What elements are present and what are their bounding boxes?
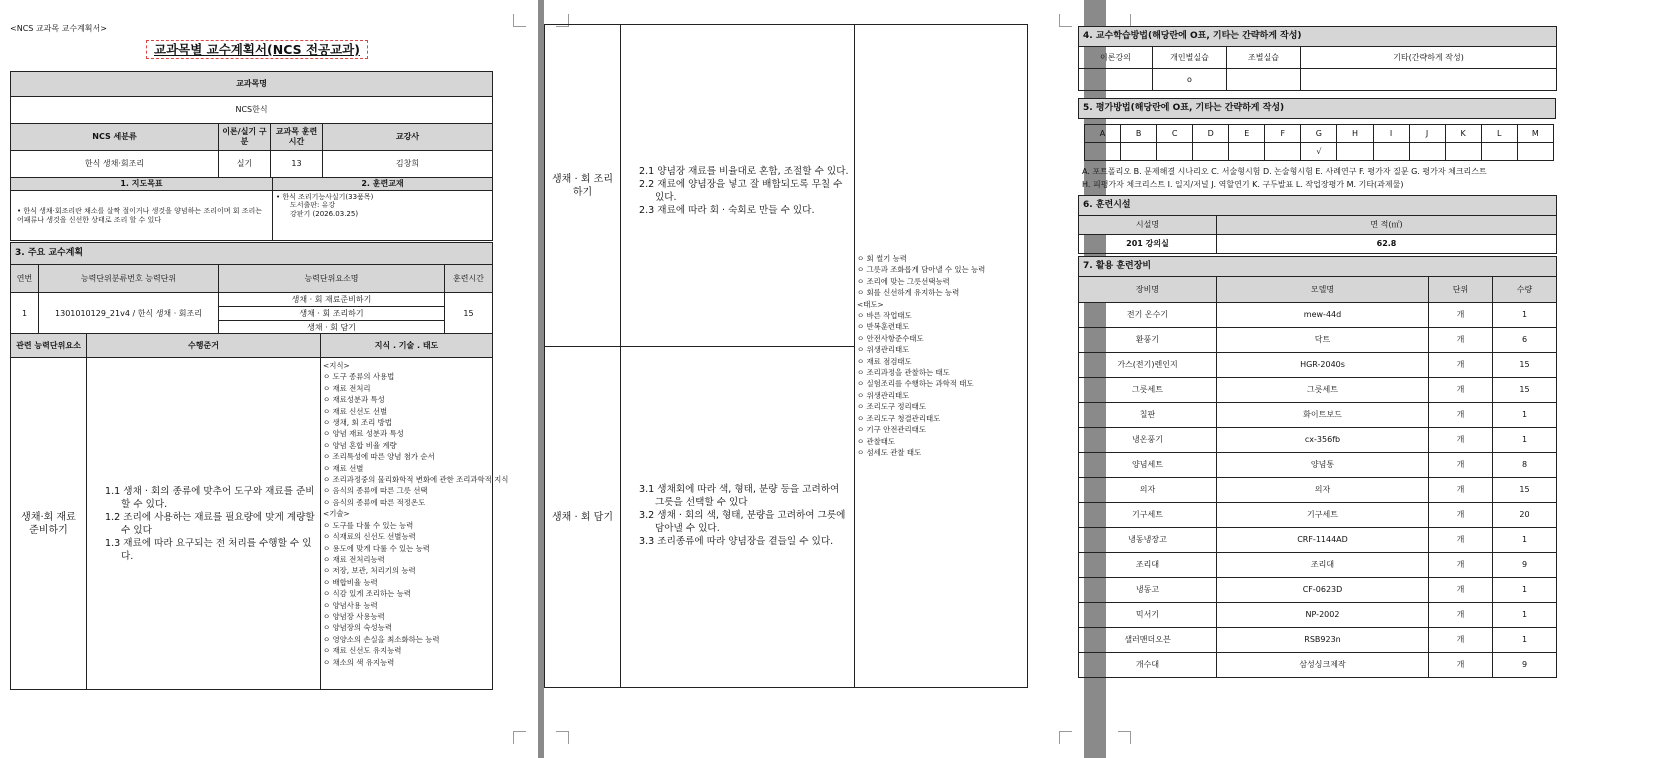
equipment-model: 화이트보드 <box>1217 403 1429 428</box>
equipment-name: 의자 <box>1079 478 1217 503</box>
equipment-header: 장비명 <box>1079 277 1217 303</box>
equipment-unit: 개 <box>1429 353 1493 378</box>
equipment-model: 기구세트 <box>1217 503 1429 528</box>
equipment-row <box>1079 603 1557 628</box>
textbook-line: • 한식 조리기능사실기(33품목) <box>276 193 374 201</box>
evaluation-letter: G <box>1301 125 1337 143</box>
equipment-row <box>1079 628 1557 653</box>
teaching-plan-table <box>10 242 493 335</box>
criteria-cell <box>621 25 855 347</box>
ksa-item: ㅇ 양념 재료 성분과 특성 <box>323 429 404 439</box>
equipment-qty: 1 <box>1493 603 1557 628</box>
equipment-unit: 개 <box>1429 528 1493 553</box>
ksa-list <box>323 360 509 668</box>
goal-title: 1. 지도목표 <box>11 178 273 191</box>
method-header: 조별실습 <box>1227 47 1301 69</box>
ksa-item: ㅇ 재료 점검태도 <box>857 356 912 366</box>
equipment-model: mew-44d <box>1217 303 1429 328</box>
equipment-name: 믹서기 <box>1079 603 1217 628</box>
evaluation-mark <box>1337 143 1373 161</box>
equipment-qty: 1 <box>1493 628 1557 653</box>
ksa-list <box>857 253 1025 458</box>
course-name-value: NCS한식 <box>11 97 493 124</box>
page-corner-mark <box>556 731 569 744</box>
goal-textbook-table <box>10 177 493 241</box>
ksa-item: ㅇ 조리도구 청결관리태도 <box>857 413 941 423</box>
ksa-item: ㅇ 양념사용 능력 <box>323 600 378 610</box>
method-header: 기타(간략하게 작성) <box>1301 47 1557 69</box>
evaluation-table <box>1078 98 1556 119</box>
facility-header: 시설명 <box>1079 216 1217 235</box>
equipment-unit: 개 <box>1429 603 1493 628</box>
evaluation-letter: E <box>1229 125 1265 143</box>
equipment-unit: 개 <box>1429 653 1493 678</box>
textbook-line: 도서출판: 유강 <box>290 201 336 210</box>
ncs-header: NCS 세분류 <box>11 124 219 151</box>
equipment-name: 칠판 <box>1079 403 1217 428</box>
textbook-title: 2. 훈련교재 <box>273 178 493 191</box>
equipment-qty: 1 <box>1493 578 1557 603</box>
equipment-rows <box>1079 303 1557 678</box>
criteria-item: 1.1 생채 · 회의 종류에 맞추어 도구와 재료를 준비할 수 있다. <box>105 485 315 510</box>
equipment-qty: 9 <box>1493 553 1557 578</box>
method-value <box>1079 69 1153 91</box>
evaluation-mark <box>1085 143 1121 161</box>
element-name: 생채·회 재료 준비하기 <box>11 358 87 690</box>
equipment-name: 전기 온수기 <box>1079 303 1217 328</box>
equipment-title: 7. 활용 훈련장비 <box>1079 257 1557 277</box>
equipment-model: 삼성싱크제작 <box>1217 653 1429 678</box>
equipment-unit: 개 <box>1429 328 1493 353</box>
ksa-item: ㅇ 도구를 다룰 수 있는 능력 <box>323 520 414 530</box>
ksa-item: ㅇ 그릇과 조화롭게 담아낼 수 있는 능력 <box>857 265 986 275</box>
method-header: 개인별실습 <box>1153 47 1227 69</box>
evaluation-mark <box>1193 143 1229 161</box>
equipment-row <box>1079 578 1557 603</box>
ksa-item: ㅇ 위생관리태도 <box>857 345 910 355</box>
equipment-model: 그릇세트 <box>1217 378 1429 403</box>
equipment-qty: 9 <box>1493 653 1557 678</box>
ksa-cell <box>855 25 1028 688</box>
ksa-item: ㅇ 재료성분과 특성 <box>323 395 385 405</box>
evaluation-letter: L <box>1481 125 1517 143</box>
evaluation-letters-row <box>1085 125 1554 143</box>
equipment-name: 냉동냉장고 <box>1079 528 1217 553</box>
equipment-model: 조리대 <box>1217 553 1429 578</box>
page-corner-mark <box>1059 14 1072 27</box>
evaluation-letter: I <box>1373 125 1409 143</box>
method-value <box>1227 69 1301 91</box>
equipment-qty: 15 <box>1493 378 1557 403</box>
criteria-item: 1.3 재료에 따라 요구되는 전 처리를 수행할 수 있다. <box>105 537 312 562</box>
instructor-header: 교강사 <box>323 124 493 151</box>
plan-hours: 15 <box>445 293 493 335</box>
doc-title: 교과목별 교수계획서(NCS 전공교과) <box>146 40 368 59</box>
equipment-row <box>1079 553 1557 578</box>
ksa-item: ㅇ 영양소의 손실을 최소화하는 능력 <box>323 634 440 644</box>
evaluation-mark: √ <box>1301 143 1337 161</box>
criteria-header: 수행준거 <box>87 334 321 358</box>
hours-value: 13 <box>271 151 323 178</box>
evaluation-letter: A <box>1085 125 1121 143</box>
ksa-item: ㅇ 기구 안전관리태도 <box>857 425 926 435</box>
equipment-row <box>1079 453 1557 478</box>
plan-element-item: 생채 · 회 담기 <box>307 323 356 332</box>
equipment-name: 조리대 <box>1079 553 1217 578</box>
document-page-2 <box>544 0 1084 758</box>
evaluation-legend <box>1082 166 1487 191</box>
ksa-header: 지식 . 기술 . 태도 <box>321 334 493 358</box>
ksa-item: ㅇ 위생관리태도 <box>857 390 910 400</box>
equipment-row <box>1079 528 1557 553</box>
type-header: 이론/실기 구분 <box>219 124 271 151</box>
ksa-item: ㅇ 양념장 사용능력 <box>323 611 385 621</box>
equipment-header: 수량 <box>1493 277 1557 303</box>
equipment-model: NP-2002 <box>1217 603 1429 628</box>
equipment-unit: 개 <box>1429 478 1493 503</box>
equipment-name: 냉온풍기 <box>1079 428 1217 453</box>
criteria-cell <box>621 347 855 688</box>
criteria-item: 2.3 재료에 따라 회 · 숙회로 만들 수 있다. <box>639 205 815 216</box>
equipment-unit: 개 <box>1429 553 1493 578</box>
ksa-item: ㅇ 조리도구 정리태도 <box>857 402 926 412</box>
plan-unit-header: 능력단위분류번호 능력단위 <box>39 265 219 293</box>
criteria-item: 3.1 생채회에 따라 색, 형태, 분량 등을 고려하여 그릇을 선택할 수 있다 <box>639 484 840 508</box>
ksa-item: ㅇ 관찰태도 <box>857 436 896 446</box>
criteria-table-continued <box>544 24 1028 688</box>
equipment-model: HGR-2040s <box>1217 353 1429 378</box>
goal-text: • 한식 생채·회조리란 채소를 살짝 절이거나 생것을 양념하는 조리이며 회 조리는 어패류나 생것을 신선한 상태로 조리 할 수 있다 <box>11 191 273 241</box>
equipment-name: 샐러맨더오븐 <box>1079 628 1217 653</box>
criteria-table <box>10 333 509 690</box>
ksa-item: ㅇ 회를 신선하게 유지하는 능력 <box>857 288 960 298</box>
page-corner-mark <box>1118 731 1131 744</box>
ksa-item: ㅇ 섬세도 관찰 태도 <box>857 447 922 457</box>
criteria-item: 2.1 양념장 재료를 비율대로 혼합, 조절할 수 있다. <box>639 166 849 177</box>
equipment-table <box>1078 256 1557 678</box>
evaluation-mark <box>1121 143 1157 161</box>
ksa-item: ㅇ 조리과정을 관찰하는 태도 <box>857 368 950 378</box>
ksa-item: <태도> <box>857 299 884 309</box>
equipment-qty: 1 <box>1493 303 1557 328</box>
plan-no: 1 <box>11 293 39 335</box>
ksa-item: ㅇ 양념장의 숙성능력 <box>323 623 392 633</box>
ksa-item: ㅇ 안전사항준수태도 <box>857 333 924 343</box>
equipment-unit: 개 <box>1429 578 1493 603</box>
evaluation-letter: F <box>1265 125 1301 143</box>
facility-area: 62.8 <box>1217 235 1557 254</box>
facility-table <box>1078 195 1557 254</box>
equipment-name: 그릇세트 <box>1079 378 1217 403</box>
ksa-item: ㅇ 배합비율 능력 <box>323 577 378 587</box>
equipment-row <box>1079 303 1557 328</box>
evaluation-letter: K <box>1445 125 1481 143</box>
page-corner-mark <box>1059 731 1072 744</box>
element-name: 생채 · 회 담기 <box>545 347 621 688</box>
course-info-table <box>10 71 493 178</box>
evaluation-marks-row <box>1085 143 1554 161</box>
evaluation-letter: D <box>1193 125 1229 143</box>
equipment-name: 가스(전기)렌인지 <box>1079 353 1217 378</box>
facility-title: 6. 훈련시설 <box>1079 196 1557 216</box>
ksa-item: ㅇ 재료 신선도 유지능력 <box>323 646 402 656</box>
equipment-model: 의자 <box>1217 478 1429 503</box>
method-header: 이론강의 <box>1079 47 1153 69</box>
evaluation-mark <box>1265 143 1301 161</box>
equipment-qty: 20 <box>1493 503 1557 528</box>
evaluation-title: 5. 평가방법(해당란에 O표, 기타는 간략하게 작성) <box>1079 99 1556 119</box>
ksa-cell <box>321 358 509 690</box>
ksa-item: ㅇ 음식의 종류에 따른 적정온도 <box>323 497 426 507</box>
ksa-item: ㅇ 회 썰기 능력 <box>857 254 907 263</box>
equipment-row <box>1079 653 1557 678</box>
equipment-unit: 개 <box>1429 628 1493 653</box>
equipment-row <box>1079 328 1557 353</box>
course-name-label: 교과목명 <box>11 72 493 97</box>
criteria-item: 1.2 조리에 사용하는 재료를 필요량에 맞게 계량할 수 있다 <box>105 511 315 536</box>
criteria-cell <box>87 358 321 690</box>
evaluation-letter: B <box>1121 125 1157 143</box>
evaluation-mark <box>1157 143 1193 161</box>
equipment-model: 양념통 <box>1217 453 1429 478</box>
element-name: 생채 · 회 조리하기 <box>545 25 621 347</box>
equipment-header: 모델명 <box>1217 277 1429 303</box>
equipment-model: CF-0623D <box>1217 578 1429 603</box>
evaluation-legend-line: A. 포트폴리오 B. 문제해결 시나리오 C. 서술형시험 D. 논술형시험 E. 사례연구 F. 평가자 질문 G. 평가자 체크리스트 <box>1082 167 1487 176</box>
document-page-3 <box>1082 0 1658 758</box>
criteria-item: 3.3 조리종류에 따라 양념장을 곁들일 수 있다. <box>639 536 834 547</box>
equipment-header: 단위 <box>1429 277 1493 303</box>
evaluation-letter: C <box>1157 125 1193 143</box>
equipment-row <box>1079 403 1557 428</box>
equipment-qty: 8 <box>1493 453 1557 478</box>
equipment-qty: 1 <box>1493 428 1557 453</box>
method-title: 4. 교수학습방법(해당란에 O표, 기타는 간략하게 작성) <box>1079 27 1557 47</box>
evaluation-legend-line: H. 피평가자 체크리스트 I. 일지/저널 J. 역할연기 K. 구두발표 L. 작업장평가 M. 기타(과제물) <box>1082 179 1404 189</box>
criteria-item: 3.2 생채 · 회의 색, 형태, 분량을 고려하여 그릇에 담아낼 수 있다. <box>639 510 846 534</box>
ksa-item: ㅇ 용도에 맞게 다룰 수 있는 능력 <box>323 543 430 553</box>
plan-element-item: 생채 · 회 조리하기 <box>219 307 444 321</box>
facility-name: 201 강의실 <box>1079 235 1217 254</box>
equipment-qty: 1 <box>1493 403 1557 428</box>
ksa-item: ㅇ 조리에 맞는 그릇선택능력 <box>857 276 950 286</box>
equipment-name: 개수대 <box>1079 653 1217 678</box>
ksa-item: ㅇ 식재료의 신선도 선별능력 <box>323 532 416 542</box>
plan-unit-code: 1301010129_21v4 / 한식 생채 · 회조리 <box>39 293 219 335</box>
evaluation-mark <box>1409 143 1445 161</box>
evaluation-letter: M <box>1517 125 1553 143</box>
equipment-qty: 1 <box>1493 528 1557 553</box>
equipment-unit: 개 <box>1429 503 1493 528</box>
hours-header: 교과목 훈련시간 <box>271 124 323 151</box>
plan-element-item: 생채 · 회 재료준비하기 <box>219 293 444 307</box>
ksa-item: ㅇ 조리특성에 따른 양념 첨가 순서 <box>323 452 435 462</box>
plan-title: 3. 주요 교수계획 <box>11 243 493 265</box>
plan-no-header: 연번 <box>11 265 39 293</box>
equipment-model: cx-356fb <box>1217 428 1429 453</box>
textbook-line: 강판기 (2026.03.25) <box>290 209 359 218</box>
element-header: 관련 능력단위요소 <box>11 334 87 358</box>
ksa-item: ㅇ 재료 전처리능력 <box>323 554 385 564</box>
equipment-unit: 개 <box>1429 453 1493 478</box>
facility-header: 면 적(㎡) <box>1217 216 1557 235</box>
ksa-item: ㅇ 실험조리를 수행하는 과학적 태도 <box>857 379 974 389</box>
equipment-model: RSB923n <box>1217 628 1429 653</box>
evaluation-mark <box>1229 143 1265 161</box>
equipment-name: 기구세트 <box>1079 503 1217 528</box>
equipment-row <box>1079 503 1557 528</box>
ksa-item: ㅇ 반복훈련태도 <box>857 322 910 332</box>
textbook-text <box>273 191 493 241</box>
criteria-item: 2.2 재료에 양념장을 넣고 잘 배합되도록 무칠 수 있다. <box>639 179 843 203</box>
equipment-qty: 15 <box>1493 353 1557 378</box>
evaluation-mark <box>1373 143 1409 161</box>
equipment-unit: 개 <box>1429 378 1493 403</box>
ksa-item: ㅇ 바른 작업태도 <box>857 311 912 321</box>
header-label: <NCS 교과목 교수계획서> <box>10 24 107 33</box>
equipment-qty: 15 <box>1493 478 1557 503</box>
ksa-item: <지식> <box>323 361 350 370</box>
equipment-model: CRF-1144AD <box>1217 528 1429 553</box>
method-table <box>1078 26 1557 91</box>
equipment-model: 닥트 <box>1217 328 1429 353</box>
plan-hours-header: 훈련시간 <box>445 265 493 293</box>
ksa-item: ㅇ 재료 전처리 <box>323 383 371 393</box>
evaluation-grid <box>1084 124 1554 161</box>
ksa-item: ㅇ 조리과정중의 물리화학적 변화에 관한 조리과학적 지식 <box>323 475 509 485</box>
equipment-row <box>1079 478 1557 503</box>
equipment-qty: 6 <box>1493 328 1557 353</box>
evaluation-letter: J <box>1409 125 1445 143</box>
document-page-1 <box>0 0 538 758</box>
equipment-unit: 개 <box>1429 303 1493 328</box>
equipment-unit: 개 <box>1429 403 1493 428</box>
ksa-item: <기술> <box>323 509 350 519</box>
ksa-item: ㅇ 채소의 색 유지능력 <box>323 657 395 667</box>
ksa-item: ㅇ 생채, 회 조리 방법 <box>323 418 392 428</box>
equipment-row <box>1079 428 1557 453</box>
plan-elements <box>219 293 445 335</box>
page-corner-mark <box>513 731 526 744</box>
type-value: 실기 <box>219 151 271 178</box>
plan-elements-header: 능력단위요소명 <box>219 265 445 293</box>
ksa-item: ㅇ 재료 선별 <box>323 463 364 473</box>
equipment-name: 환풍기 <box>1079 328 1217 353</box>
evaluation-mark <box>1481 143 1517 161</box>
ncs-value: 한식 생채·회조리 <box>11 151 219 178</box>
evaluation-mark <box>1517 143 1553 161</box>
equipment-row <box>1079 378 1557 403</box>
ksa-item: ㅇ 식감 있게 조리하는 능력 <box>323 589 411 599</box>
equipment-name: 양념세트 <box>1079 453 1217 478</box>
method-value: o <box>1153 69 1227 91</box>
ksa-item: ㅇ 양념 혼합 비율 계량 <box>323 440 397 450</box>
method-value <box>1301 69 1557 91</box>
evaluation-letter: H <box>1337 125 1373 143</box>
instructor-value: 김창희 <box>323 151 493 178</box>
equipment-name: 냉동고 <box>1079 578 1217 603</box>
ksa-item: ㅇ 저장, 보관, 처리기의 능력 <box>323 566 416 576</box>
equipment-unit: 개 <box>1429 428 1493 453</box>
ksa-item: ㅇ 도구 종류의 사용법 <box>323 372 395 382</box>
ksa-item: ㅇ 음식의 종류에 따른 그릇 선택 <box>323 486 428 496</box>
page-corner-mark <box>513 14 526 27</box>
equipment-row <box>1079 353 1557 378</box>
evaluation-mark <box>1445 143 1481 161</box>
ksa-item: ㅇ 재료 신선도 선별 <box>323 406 388 416</box>
